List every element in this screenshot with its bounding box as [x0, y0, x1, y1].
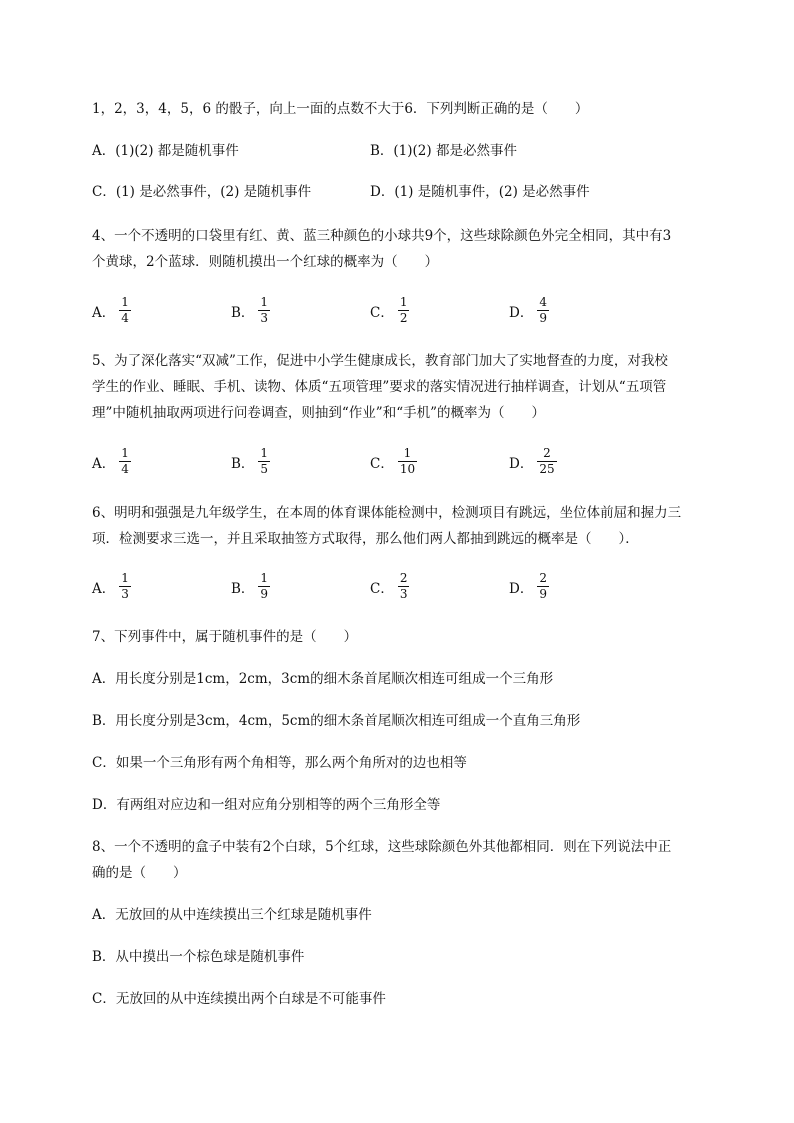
numerator: 1: [260, 446, 269, 460]
q5-option-d: [509, 447, 557, 476]
option-label: B．: [231, 455, 255, 472]
q4-option-c: [370, 296, 409, 325]
denominator: 5: [260, 462, 269, 476]
q3-option-d: D．(1) 是随机事件，(2) 是必然事件: [370, 184, 590, 200]
q8-option-a: A．无放回的从中连续摸出三个红球是随机事件: [92, 907, 372, 923]
option-label: C．: [370, 455, 394, 472]
option-label: A．: [92, 304, 116, 321]
option-label: D．: [509, 304, 534, 321]
fraction: [258, 447, 270, 476]
q7-option-a: A．用长度分别是1cm，2cm，3cm的细木条首尾顺次相连可组成一个三角形: [92, 671, 554, 687]
option-label: C．: [370, 304, 394, 321]
numerator: 1: [121, 295, 129, 309]
denominator: 9: [539, 311, 547, 325]
q4-option-a: [92, 296, 131, 325]
q7-option-d: D．有两组对应边和一组对应角分别相等的两个三角形全等: [92, 797, 441, 813]
q7-option-c: C．如果一个三角形有两个角相等，那么两个角所对的边也相等: [92, 755, 467, 771]
numerator: 1: [260, 295, 269, 309]
q6-stem-line-1: 6、明明和强强是九年级学生，在本周的体育课体能检测中，检测项目有跳远，坐位体前屈和握力三: [92, 505, 682, 521]
q6-stem-line-2: 项．检测要求三选一，并且采取抽签方式取得，那么他们两人都抽到跳远的概率是（ ）．: [92, 531, 639, 547]
fraction: [398, 447, 417, 476]
denominator: 3: [260, 311, 269, 325]
denominator: 10: [399, 462, 416, 476]
numerator: 1: [260, 571, 269, 585]
option-label: C．: [370, 580, 394, 597]
numerator: 1: [403, 446, 412, 460]
fraction: [537, 447, 556, 476]
denominator: 2: [399, 311, 408, 325]
q6-option-b: [231, 572, 270, 601]
numerator: 2: [539, 571, 547, 585]
numerator: 4: [539, 295, 547, 309]
fraction: [119, 447, 131, 476]
denominator: 9: [539, 587, 547, 601]
option-label: A．: [92, 580, 116, 597]
q3-stem-tail: 1，2，3，4，5，6 的骰子，向上一面的点数不大于6．下列判断正确的是（ ）: [92, 101, 589, 117]
q3-option-a: A．(1)(2) 都是随机事件: [92, 143, 239, 159]
denominator: 9: [260, 587, 269, 601]
q6-option-a: [92, 572, 131, 601]
fraction: [258, 572, 270, 601]
q5-option-b: [231, 447, 270, 476]
option-label: A．: [92, 455, 116, 472]
option-label: D．: [509, 455, 534, 472]
numerator: 1: [399, 295, 408, 309]
q7-stem: 7、下列事件中，属于随机事件的是（ ）: [92, 629, 358, 645]
q3-option-b: B．(1)(2) 都是必然事件: [370, 143, 517, 159]
q6-option-c: [370, 572, 409, 601]
q5-stem-line-2: 学生的作业、睡眠、手机、读物、体质“五项管理”要求的落实情况进行抽样调查，计划从“五项管: [92, 379, 667, 395]
fraction: [398, 572, 410, 601]
q6-option-d: [509, 572, 549, 601]
q4-option-d: [509, 296, 549, 325]
denominator: 25: [539, 462, 555, 476]
q4-stem-line-1: 4、一个不透明的口袋里有红、黄、蓝三种颜色的小球共9个，这些球除颜色外完全相同，其中有3: [92, 228, 672, 244]
q5-option-a: [92, 447, 131, 476]
q7-option-b: B．用长度分别是3cm，4cm，5cm的细木条首尾顺次相连可组成一个直角三角形: [92, 713, 581, 729]
fraction: [258, 296, 270, 325]
q8-stem-line-2: 确的是（ ）: [92, 865, 187, 881]
q5-stem-line-3: 理”中随机抽取两项进行问卷调查，则抽到“作业”和“手机”的概率为（ ）: [92, 405, 546, 421]
fraction: [537, 572, 549, 601]
denominator: 4: [121, 462, 129, 476]
option-label: D．: [509, 580, 534, 597]
option-label: B．: [231, 304, 255, 321]
numerator: 1: [121, 571, 129, 585]
fraction: [398, 296, 410, 325]
denominator: 3: [121, 587, 129, 601]
numerator: 2: [543, 446, 551, 460]
q8-stem-line-1: 8、一个不透明的盒子中装有2个白球，5个红球，这些球除颜色外其他都相同．则在下列说法中正: [92, 839, 672, 855]
denominator: 3: [399, 587, 408, 601]
q5-stem-line-1: 5、为了深化落实“双减”工作，促进中小学生健康成长，教育部门加大了实地督查的力度，对我校: [92, 353, 668, 369]
numerator: 1: [121, 446, 129, 460]
numerator: 2: [399, 571, 408, 585]
q8-option-c: C．无放回的从中连续摸出两个白球是不可能事件: [92, 991, 386, 1007]
q4-stem-line-2: 个黄球，2个蓝球．则随机摸出一个红球的概率为（ ）: [92, 254, 439, 270]
denominator: 4: [121, 311, 129, 325]
fraction: [119, 296, 131, 325]
q3-option-c: C．(1) 是必然事件，(2) 是随机事件: [92, 184, 312, 200]
q8-option-b: B．从中摸出一个棕色球是随机事件: [92, 949, 305, 965]
option-label: B．: [231, 580, 255, 597]
fraction: [537, 296, 549, 325]
fraction: [119, 572, 131, 601]
q5-option-c: [370, 447, 417, 476]
q4-option-b: [231, 296, 270, 325]
